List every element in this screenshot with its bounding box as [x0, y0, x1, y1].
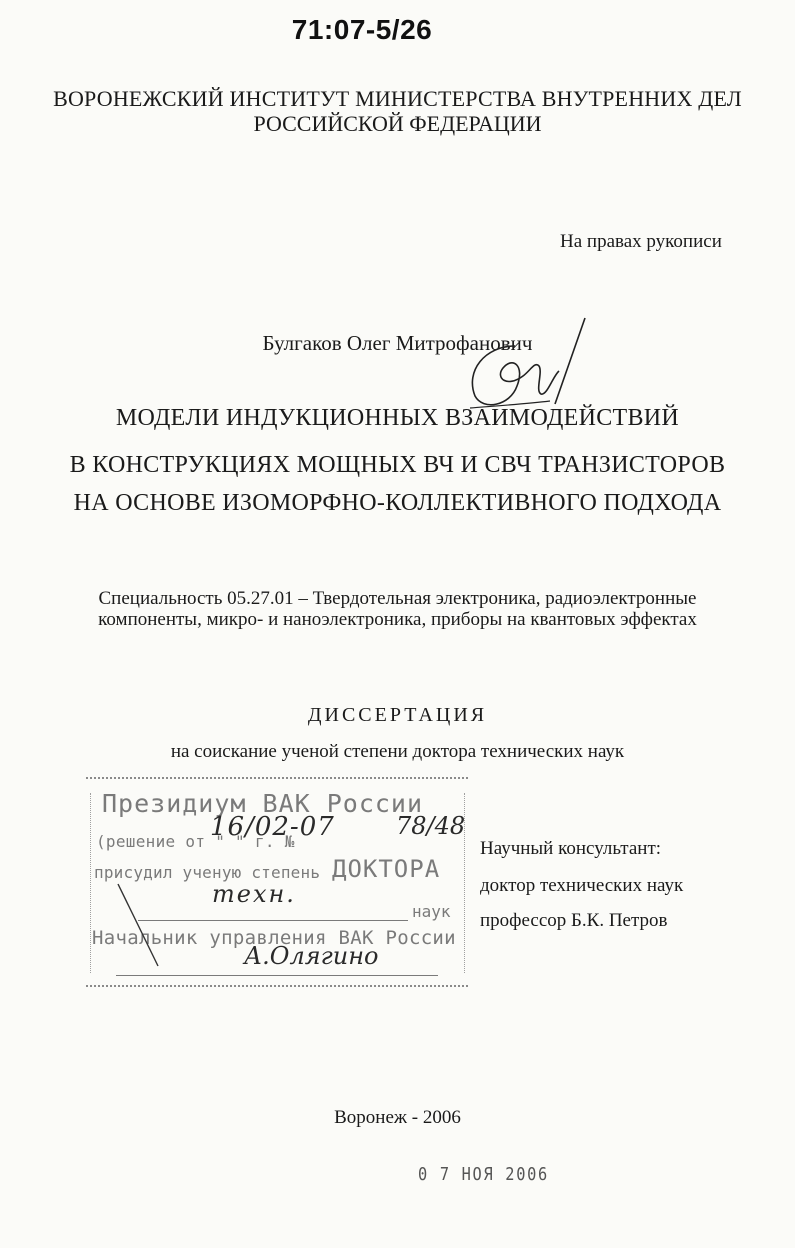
- received-date-stamp: 0 7 НОЯ 2006: [418, 1164, 549, 1185]
- title-line-3: НА ОСНОВЕ ИЗОМОРФНО-КОЛЛЕКТИВНОГО ПОДХОДА: [73, 490, 722, 516]
- stamp-head: Начальник управления ВАК России: [92, 927, 456, 949]
- stamp-awarded: присудил ученую степень: [94, 863, 321, 882]
- archive-code: 71:07-5/26: [291, 14, 433, 45]
- document-type: ДИССЕРТАЦИЯ: [307, 704, 488, 726]
- stamp-border-left: [90, 793, 91, 973]
- consultant-degree: доктор технических наук: [480, 875, 684, 896]
- author-name: Булгаков Олег Митрофанович: [262, 331, 533, 355]
- stamp-decision: (решение от " " г. №: [96, 832, 295, 851]
- stamp-sciences: наук: [412, 902, 451, 921]
- handwritten-date: 16/02-07: [210, 812, 335, 842]
- handwritten-field: техн.: [212, 880, 296, 908]
- institution-line-1: ВОРОНЕЖСКИЙ ИНСТИТУТ МИНИСТЕРСТВА ВНУТРЕННИХ ДЕЛ: [53, 86, 742, 111]
- title-line-1: МОДЕЛИ ИНДУКЦИОННЫХ ВЗАИМОДЕЙСТВИЙ: [115, 405, 680, 431]
- consultant-label: Научный консультант:: [480, 838, 662, 859]
- stamp-signature-line: [116, 975, 438, 976]
- stamp-title: Президиум ВАК России: [102, 789, 424, 818]
- specialty-line-2: компоненты, микро- и наноэлектроника, приборы на квантовых эффектах: [98, 609, 697, 630]
- rights-note: На правах рукописи: [560, 231, 722, 252]
- stamp-crossout-stroke: [100, 880, 180, 970]
- author-signature: [455, 316, 595, 416]
- city-year: Воронеж - 2006: [334, 1107, 461, 1128]
- institution-line-2: РОССИЙСКОЙ ФЕДЕРАЦИИ: [253, 111, 542, 136]
- degree-line: на соискание ученой степени доктора технических наук: [170, 741, 625, 762]
- stamp-degree: ДОКТОРА: [332, 855, 441, 883]
- title-line-2: В КОНСТРУКЦИЯХ МОЩНЫХ ВЧ И СВЧ ТРАНЗИСТОРОВ: [69, 452, 726, 478]
- consultant-name: профессор Б.К. Петров: [480, 910, 668, 931]
- specialty-line-1: Специальность 05.27.01 – Твердотельная электроника, радиоэлектронные: [98, 588, 697, 609]
- handwritten-signature: А.Олягино: [244, 942, 379, 970]
- handwritten-number: 78/48: [396, 812, 466, 840]
